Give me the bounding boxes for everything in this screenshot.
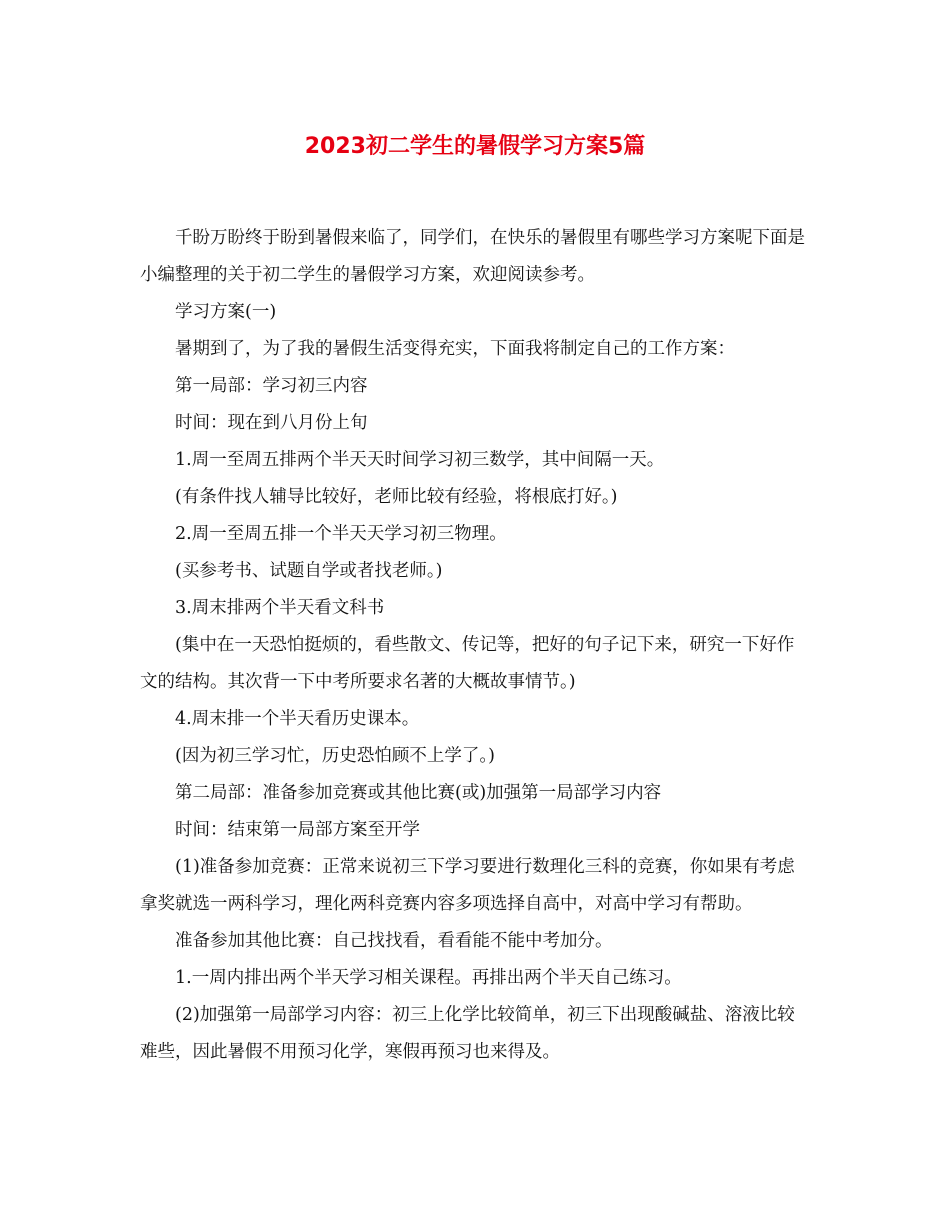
paragraph: 时间：结束第一局部方案至开学 — [175, 820, 420, 840]
paragraph: (1)准备参加竞赛：正常来说初三下学习要进行数理化三科的竞赛，你如果有考虑拿奖就选一两科学习，理化两科竞赛内容多项选择自高中，对高中学习有帮助。 — [140, 857, 795, 914]
document-body — [140, 220, 810, 1071]
list-item: 1.周一至周五排两个半天天时间学习初三数学，其中间隔一天。 — [175, 450, 665, 470]
paragraph: 准备参加其他比赛：自己找找看，看看能不能中考加分。 — [175, 931, 613, 951]
list-item: 3.周末排两个半天看文科书 — [175, 598, 385, 618]
paragraph: (买参考书、试题自学或者找老师。) — [175, 561, 443, 581]
list-item: 1.一周内排出两个半天学习相关课程。再排出两个半天自己练习。 — [175, 968, 682, 988]
part-heading: 第一局部：学习初三内容 — [175, 376, 368, 396]
list-item: 4.周末排一个半天看历史课本。 — [175, 709, 420, 729]
paragraph: 暑期到了，为了我的暑假生活变得充实，下面我将制定自己的工作方案： — [175, 339, 735, 359]
paragraph: (因为初三学习忙，历史恐怕顾不上学了。) — [175, 746, 495, 766]
part-heading: 第二局部：准备参加竞赛或其他比赛(或)加强第一局部学习内容 — [175, 783, 662, 803]
section-heading: 学习方案(一) — [175, 302, 277, 322]
paragraph: 时间：现在到八月份上旬 — [175, 413, 368, 433]
paragraph: 千盼万盼终于盼到暑假来临了，同学们，在快乐的暑假里有哪些学习方案呢下面是小编整理的关于初二学生的暑假学习方案，欢迎阅读参考。 — [140, 228, 805, 285]
document-title: 2023初二学生的暑假学习方案5篇 — [304, 134, 646, 159]
paragraph: (2)加强第一局部学习内容：初三上化学比较简单，初三下出现酸碱盐、溶液比较难些，因此暑假不用预习化学，寒假再预习也来得及。 — [140, 1005, 795, 1062]
list-item: 2.周一至周五排一个半天天学习初三物理。 — [175, 524, 507, 544]
paragraph: (有条件找人辅导比较好，老师比较有经验，将根底打好。) — [175, 487, 618, 507]
paragraph: (集中在一天恐怕挺烦的，看些散文、传记等，把好的句子记下来，研究一下好作文的结构。其次背一下中考所要求名著的大概故事情节。) — [140, 635, 795, 692]
